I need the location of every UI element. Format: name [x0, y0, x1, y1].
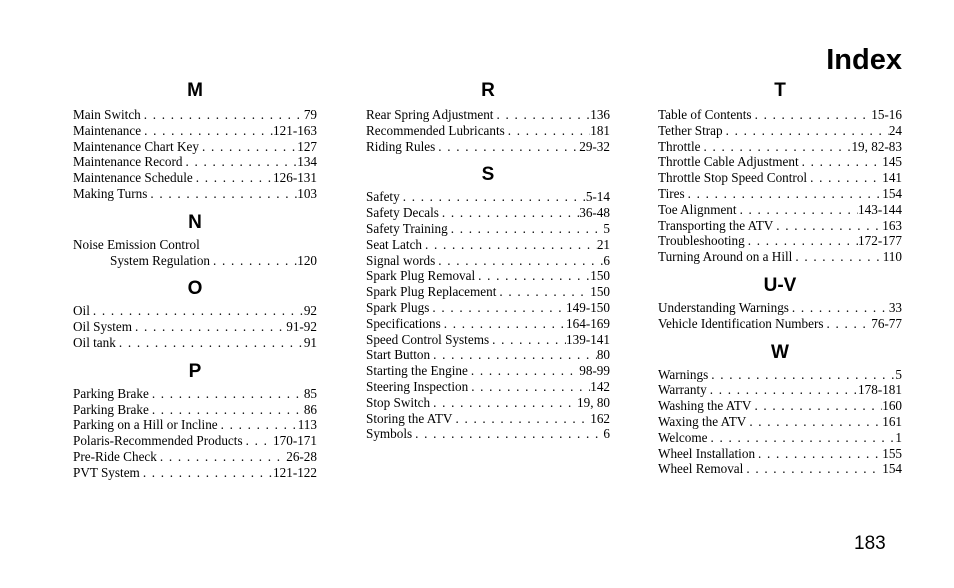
entry-pages: 120	[297, 252, 317, 268]
entry-pages: 136	[590, 107, 610, 122]
entry-topic: Transporting the ATV	[658, 217, 774, 233]
index-entry	[658, 218, 902, 234]
index-section-s	[366, 164, 610, 442]
dot-leader	[422, 237, 597, 253]
entry-pages: 178-181	[858, 382, 902, 398]
dot-leader	[773, 218, 882, 234]
dot-leader	[243, 433, 273, 449]
index-entry	[73, 154, 317, 170]
entry-list	[73, 303, 317, 350]
entry-topic: Turning Around on a Hill	[658, 249, 793, 265]
entry-list	[658, 300, 902, 332]
index-entry	[658, 154, 902, 170]
dot-leader	[737, 202, 858, 218]
entry-topic: Understanding Warnings	[658, 299, 789, 315]
dot-leader	[435, 253, 603, 269]
index-section-uv	[658, 275, 902, 332]
entry-pages: 139-141	[566, 331, 610, 347]
dot-leader	[707, 430, 895, 446]
entry-pages: 79	[303, 107, 317, 122]
entry-pages: 80	[596, 347, 610, 363]
index-entry	[366, 123, 610, 139]
dot-leader	[792, 249, 882, 265]
index-entry	[658, 170, 902, 186]
index-section-p	[73, 361, 317, 481]
entry-topic: Specifications	[366, 315, 441, 331]
entry-topic: Throttle Cable Adjustment	[658, 154, 799, 170]
dot-leader	[468, 379, 590, 395]
page-number: 183	[854, 533, 886, 554]
dot-leader	[90, 303, 304, 319]
index-entry	[658, 414, 902, 430]
entry-list	[366, 107, 610, 154]
dot-leader	[199, 139, 297, 155]
entry-topic: Oil tank	[73, 334, 116, 350]
index-entry	[658, 316, 902, 332]
index-entry	[73, 303, 317, 319]
index-entry	[73, 123, 317, 139]
section-letter: M	[187, 80, 203, 101]
index-entry	[366, 268, 610, 284]
dot-leader	[751, 398, 882, 414]
index-section-o	[73, 278, 317, 350]
index-entry	[658, 461, 902, 477]
entry-pages: 24	[888, 122, 902, 138]
dot-leader	[743, 461, 882, 477]
entry-topic: Warnings	[658, 366, 709, 382]
entry-topic: Seat Latch	[366, 236, 423, 252]
dot-leader	[141, 123, 273, 139]
index-entry	[73, 107, 317, 123]
entry-pages: 1	[895, 429, 902, 445]
dot-leader	[149, 402, 304, 418]
entry-topic: Parking Brake	[73, 401, 149, 417]
entry-list	[73, 386, 317, 481]
entry-list	[658, 107, 902, 265]
entry-topic: Safety Training	[366, 220, 448, 236]
entry-topic: PVT System	[73, 464, 140, 480]
page-title: Index	[826, 44, 902, 76]
dot-leader	[140, 465, 273, 481]
entry-topic: Tires	[658, 185, 685, 201]
section-letter: R	[481, 80, 495, 101]
index-entry	[366, 139, 610, 155]
dot-leader	[210, 253, 297, 269]
dot-leader	[807, 170, 882, 186]
entry-pages: 85	[303, 385, 317, 401]
index-entry	[366, 426, 610, 442]
section-letter: U-V	[763, 274, 797, 296]
index-entry	[366, 253, 610, 269]
entry-topic: Safety	[366, 189, 400, 205]
dot-leader	[745, 233, 858, 249]
entry-pages: 6	[603, 426, 610, 442]
entry-topic: Toe Alignment	[658, 201, 737, 217]
entry-pages: 6	[603, 252, 610, 268]
entry-pages: 127	[297, 138, 317, 154]
index-entry	[73, 386, 317, 402]
entry-pages: 103	[297, 185, 317, 201]
entry-topic: Riding Rules	[366, 138, 436, 154]
section-letter: P	[188, 360, 202, 382]
dot-leader	[448, 221, 604, 237]
entry-pages: 5-14	[585, 189, 610, 205]
index-entry	[73, 465, 317, 481]
dot-leader	[157, 449, 286, 465]
entry-topic: Wheel Installation	[658, 445, 756, 461]
section-letter: O	[187, 278, 203, 300]
dot-leader	[435, 139, 579, 155]
index-entry	[658, 186, 902, 202]
entry-pages: 121-122	[273, 464, 317, 480]
index-entry	[658, 367, 902, 383]
entry-pages: 150	[590, 284, 610, 300]
dot-leader	[475, 268, 590, 284]
entry-pages: 76-77	[871, 315, 902, 331]
dot-leader	[441, 316, 566, 332]
dot-leader	[505, 123, 590, 139]
index-entry	[658, 249, 902, 265]
index-entry	[366, 221, 610, 237]
entry-pages: 86	[303, 401, 317, 417]
entry-pages: 155	[882, 445, 902, 461]
entry-topic: Wheel Removal	[658, 461, 744, 477]
entry-pages: 154	[882, 461, 902, 477]
entry-pages: 154	[882, 185, 902, 201]
dot-leader	[685, 186, 883, 202]
entry-pages: 162	[590, 410, 610, 426]
entry-topic: Spark Plug Replacement	[366, 284, 497, 300]
entry-topic: Symbols	[366, 426, 413, 442]
index-entry	[73, 449, 317, 465]
entry-topic: Warranty	[658, 382, 707, 398]
entry-pages: 92	[303, 303, 317, 319]
entry-topic: Main Switch	[73, 107, 141, 122]
entry-pages: 142	[590, 378, 610, 394]
index-entry	[366, 189, 610, 205]
entry-topic: Maintenance	[73, 122, 142, 138]
dot-leader	[789, 300, 889, 316]
index-entry	[658, 107, 902, 123]
index-entry	[73, 335, 317, 351]
entry-topic: Start Button	[366, 347, 431, 363]
entry-pages: 134	[297, 154, 317, 170]
index-section-m	[73, 80, 317, 202]
entry-pages: 170-171	[273, 433, 317, 449]
dot-leader	[752, 107, 872, 123]
entry-pages: 29-32	[579, 138, 610, 154]
index-entry	[73, 319, 317, 335]
index-entry	[73, 253, 317, 269]
entry-pages: 98-99	[579, 363, 610, 379]
entry-list	[658, 367, 902, 478]
entry-list	[366, 189, 610, 442]
index-section-t	[658, 80, 902, 265]
entry-pages: 91-92	[286, 319, 317, 335]
dot-leader	[799, 154, 883, 170]
entry-topic: Throttle	[658, 138, 701, 154]
entry-topic: Oil	[73, 303, 90, 319]
index-entry	[658, 446, 902, 462]
index-entry	[658, 123, 902, 139]
entry-pages: 26-28	[286, 448, 317, 464]
entry-topic: Washing the ATV	[658, 398, 752, 414]
entry-pages: 160	[882, 398, 902, 414]
entry-pages: 19, 82-83	[851, 138, 902, 154]
entry-list	[73, 253, 317, 269]
entry-pages: 5	[895, 366, 902, 382]
index-entry	[366, 107, 610, 123]
entry-topic: Storing the ATV	[366, 410, 453, 426]
dot-leader	[824, 316, 872, 332]
dot-leader	[182, 154, 297, 170]
entry-pages: 33	[888, 299, 902, 315]
entry-topic: System Regulation	[110, 252, 211, 268]
entry-topic: Noise Emission Control	[73, 236, 200, 252]
entry-list	[73, 237, 317, 253]
entry-pages: 19, 80	[577, 394, 610, 410]
entry-topic: Table of Contents	[658, 107, 752, 122]
dot-leader	[493, 107, 590, 123]
entry-topic: Parking Brake	[73, 385, 149, 401]
index-entry-heading	[73, 237, 317, 253]
index-column-2	[366, 80, 610, 442]
dot-leader	[193, 170, 273, 186]
entry-topic: Signal words	[366, 252, 436, 268]
entry-topic: Troubleshooting	[658, 233, 745, 249]
entry-pages: 163	[882, 217, 902, 233]
dot-leader	[141, 107, 304, 123]
index-entry	[366, 205, 610, 221]
entry-list	[73, 107, 317, 202]
dot-leader	[468, 363, 579, 379]
section-letter: T	[774, 80, 786, 101]
entry-pages: 126-131	[273, 170, 317, 186]
entry-topic: Recommended Lubricants	[366, 122, 505, 138]
dot-leader	[746, 414, 882, 430]
entry-topic: Spark Plug Removal	[366, 268, 476, 284]
index-entry	[73, 170, 317, 186]
dot-leader	[429, 300, 566, 316]
dot-leader	[489, 332, 566, 348]
section-letter: W	[771, 341, 789, 363]
entry-topic: Safety Decals	[366, 205, 439, 221]
entry-pages: 36-48	[579, 205, 610, 221]
dot-leader	[400, 189, 586, 205]
entry-topic: Polaris-Recommended Products	[73, 433, 243, 449]
entry-pages: 5	[603, 220, 610, 236]
dot-leader	[147, 186, 297, 202]
entry-topic: Spark Plugs	[366, 299, 430, 315]
entry-pages: 21	[596, 236, 610, 252]
dot-leader	[496, 284, 590, 300]
dot-leader	[439, 205, 579, 221]
entry-pages: 181	[590, 122, 610, 138]
index-entry	[658, 398, 902, 414]
section-letter: S	[481, 164, 495, 186]
entry-topic: Starting the Engine	[366, 363, 468, 379]
dot-leader	[149, 386, 304, 402]
entry-topic: Pre-Ride Check	[73, 448, 157, 464]
entry-pages: 15-16	[871, 107, 902, 122]
index-entry	[366, 316, 610, 332]
entry-pages: 172-177	[858, 233, 902, 249]
dot-leader	[218, 417, 298, 433]
entry-pages: 161	[882, 413, 902, 429]
entry-pages: 91	[303, 334, 317, 350]
index-entry	[73, 139, 317, 155]
entry-topic: Speed Control Systems	[366, 331, 490, 347]
entry-topic: Stop Switch	[366, 394, 431, 410]
entry-pages: 149-150	[566, 299, 610, 315]
entry-topic: Vehicle Identification Numbers	[658, 315, 824, 331]
entry-pages: 110	[882, 249, 902, 265]
index-entry	[658, 430, 902, 446]
dot-leader	[430, 347, 597, 363]
entry-pages: 141	[882, 170, 902, 186]
entry-topic: Steering Inspection	[366, 378, 469, 394]
index-entry	[658, 202, 902, 218]
entry-topic: Waxing the ATV	[658, 413, 747, 429]
index-section-n	[73, 212, 317, 269]
entry-pages: 164-169	[566, 315, 610, 331]
index-entry	[366, 284, 610, 300]
entry-topic: Throttle Stop Speed Control	[658, 170, 808, 186]
entry-pages: 113	[297, 417, 317, 433]
dot-leader	[412, 426, 603, 442]
entry-topic: Making Turns	[73, 185, 148, 201]
section-letter: N	[188, 211, 202, 233]
index-entry	[73, 433, 317, 449]
dot-leader	[132, 319, 286, 335]
dot-leader	[452, 411, 590, 427]
dot-leader	[755, 446, 882, 462]
index-entry	[366, 395, 610, 411]
index-entry	[73, 417, 317, 433]
dot-leader	[116, 335, 304, 351]
entry-pages: 143-144	[858, 201, 902, 217]
entry-topic: Maintenance Chart Key	[73, 138, 199, 154]
index-column-3	[658, 80, 902, 477]
index-entry	[366, 332, 610, 348]
index-entry	[366, 363, 610, 379]
dot-leader	[723, 123, 889, 139]
entry-topic: Rear Spring Adjustment	[366, 107, 494, 122]
index-entry	[658, 300, 902, 316]
entry-pages: 150	[590, 268, 610, 284]
index-section-w	[658, 342, 902, 478]
dot-leader	[707, 382, 858, 398]
index-entry	[366, 411, 610, 427]
index-entry	[366, 300, 610, 316]
index-entry	[366, 237, 610, 253]
dot-leader	[708, 367, 895, 383]
index-entry	[658, 139, 902, 155]
index-entry	[658, 233, 902, 249]
dot-leader	[700, 139, 851, 155]
entry-topic: Tether Strap	[658, 122, 723, 138]
index-section-r	[366, 80, 610, 154]
index-entry	[73, 186, 317, 202]
index-entry	[658, 382, 902, 398]
entry-topic: Parking on a Hill or Incline	[73, 417, 218, 433]
index-column-1	[73, 80, 317, 481]
index-entry	[366, 347, 610, 363]
entry-pages: 121-163	[273, 122, 317, 138]
dot-leader	[430, 395, 577, 411]
entry-topic: Welcome	[658, 429, 708, 445]
entry-topic: Maintenance Record	[73, 154, 183, 170]
entry-topic: Oil System	[73, 319, 132, 335]
index-entry	[366, 379, 610, 395]
entry-pages: 145	[882, 154, 902, 170]
entry-topic: Maintenance Schedule	[73, 170, 193, 186]
index-entry	[73, 402, 317, 418]
